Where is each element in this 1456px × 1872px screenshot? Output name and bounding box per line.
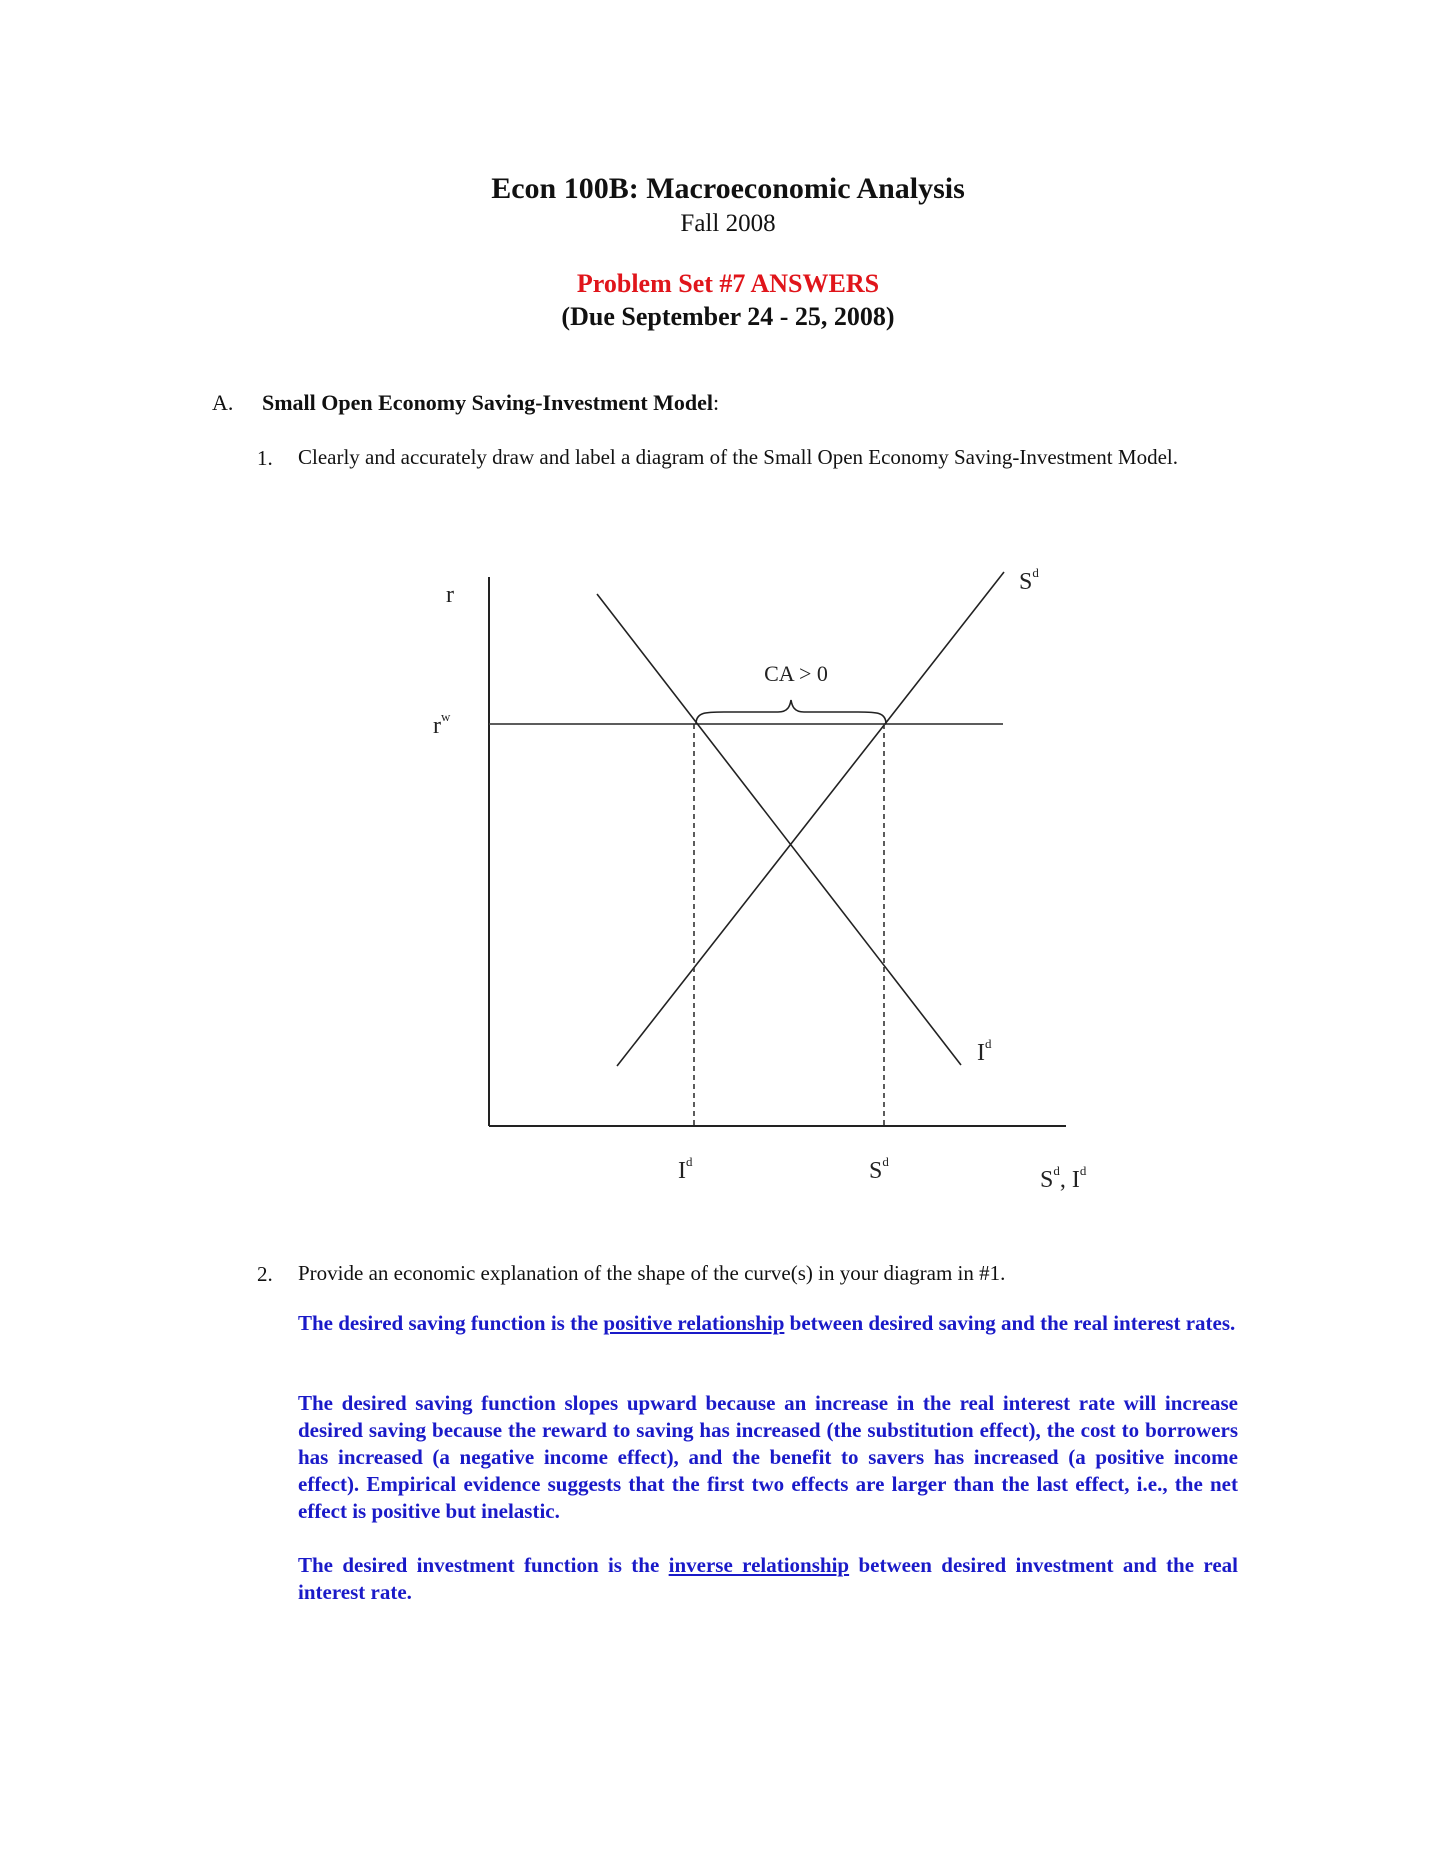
y-axis-label: r: [446, 582, 454, 608]
world-rate-label: [433, 709, 451, 739]
saving-curve-label-sup: d: [1032, 565, 1039, 580]
x-tick-investment: [678, 1154, 693, 1184]
question-1-text: Clearly and accurately draw and label a diagram of the Small Open Economy Saving-Investment Model.: [298, 445, 1178, 469]
x-tick-saving-base: S: [869, 1158, 883, 1184]
x-axis-label-i: I: [1071, 1167, 1080, 1193]
desired-saving-curve: [617, 572, 1004, 1066]
answer-3-before: The desired investment function is the: [298, 1553, 669, 1577]
section-letter: A.: [212, 390, 234, 415]
question-2-text: Provide an economic explanation of the shape of the curve(s) in your diagram in #1.: [298, 1261, 1006, 1285]
answer-3-after: between desired investment and the real interest rate.: [298, 1553, 1238, 1604]
world-rate-label-sup: w: [441, 709, 451, 724]
x-tick-investment-sup: d: [686, 1154, 693, 1169]
investment-curve-label: [977, 1036, 992, 1066]
x-axis-label-i-sup: d: [1079, 1163, 1087, 1178]
x-axis-label-sep: ,: [1059, 1167, 1072, 1193]
x-axis-label-s-sup: d: [1053, 1163, 1060, 1178]
x-tick-saving-sup: d: [882, 1154, 889, 1169]
section-title-text: Small Open Economy Saving-Investment Model: [262, 390, 714, 415]
section-title-suffix: :: [713, 390, 720, 415]
question-2-number: 2.: [257, 1262, 273, 1286]
answer-1-after: between desired saving and the real interest rates.: [784, 1311, 1236, 1335]
document-title: Econ 100B: Macroeconomic Analysis: [491, 172, 965, 205]
saving-curve-label: [1019, 565, 1039, 595]
due-date: (Due September 24 - 25, 2008): [561, 302, 895, 331]
x-tick-saving: [869, 1154, 889, 1184]
x-axis-label-s: S: [1040, 1167, 1054, 1193]
question-1-number: 1.: [257, 446, 273, 470]
world-rate-label-base: r: [433, 713, 441, 739]
document-term: Fall 2008: [680, 210, 776, 237]
answer-paragraph-saving-definition: [298, 1310, 1238, 1337]
answer-1-emphasis: positive relationship: [603, 1311, 785, 1335]
x-axis-label: [1040, 1163, 1087, 1193]
current-account-label: CA > 0: [764, 661, 828, 686]
investment-curve-label-base: I: [977, 1040, 985, 1066]
investment-curve-label-sup: d: [985, 1036, 992, 1051]
x-tick-investment-base: I: [678, 1158, 686, 1184]
answer-paragraph-saving-slope: The desired saving function slopes upward because an increase in the real interest rate will increase desired saving because the reward to saving has increased (the substitution effect), the cost to borrowers has increased (a negative income effect), and the benefit to savers has increased (a positive income effect). Empirical evidence suggests that the first two effects are larger than the last effect, i.e., the net effect is positive but inelastic.: [298, 1391, 1238, 1523]
problem-set-title: Problem Set #7 ANSWERS: [576, 269, 880, 298]
answer-3-emphasis: inverse relationship: [668, 1553, 850, 1577]
saving-curve-label-base: S: [1019, 569, 1033, 595]
answer-1-before: The desired saving function is the: [298, 1311, 604, 1335]
current-account-brace: [696, 700, 886, 724]
answer-paragraph-investment-definition: [298, 1552, 1238, 1606]
